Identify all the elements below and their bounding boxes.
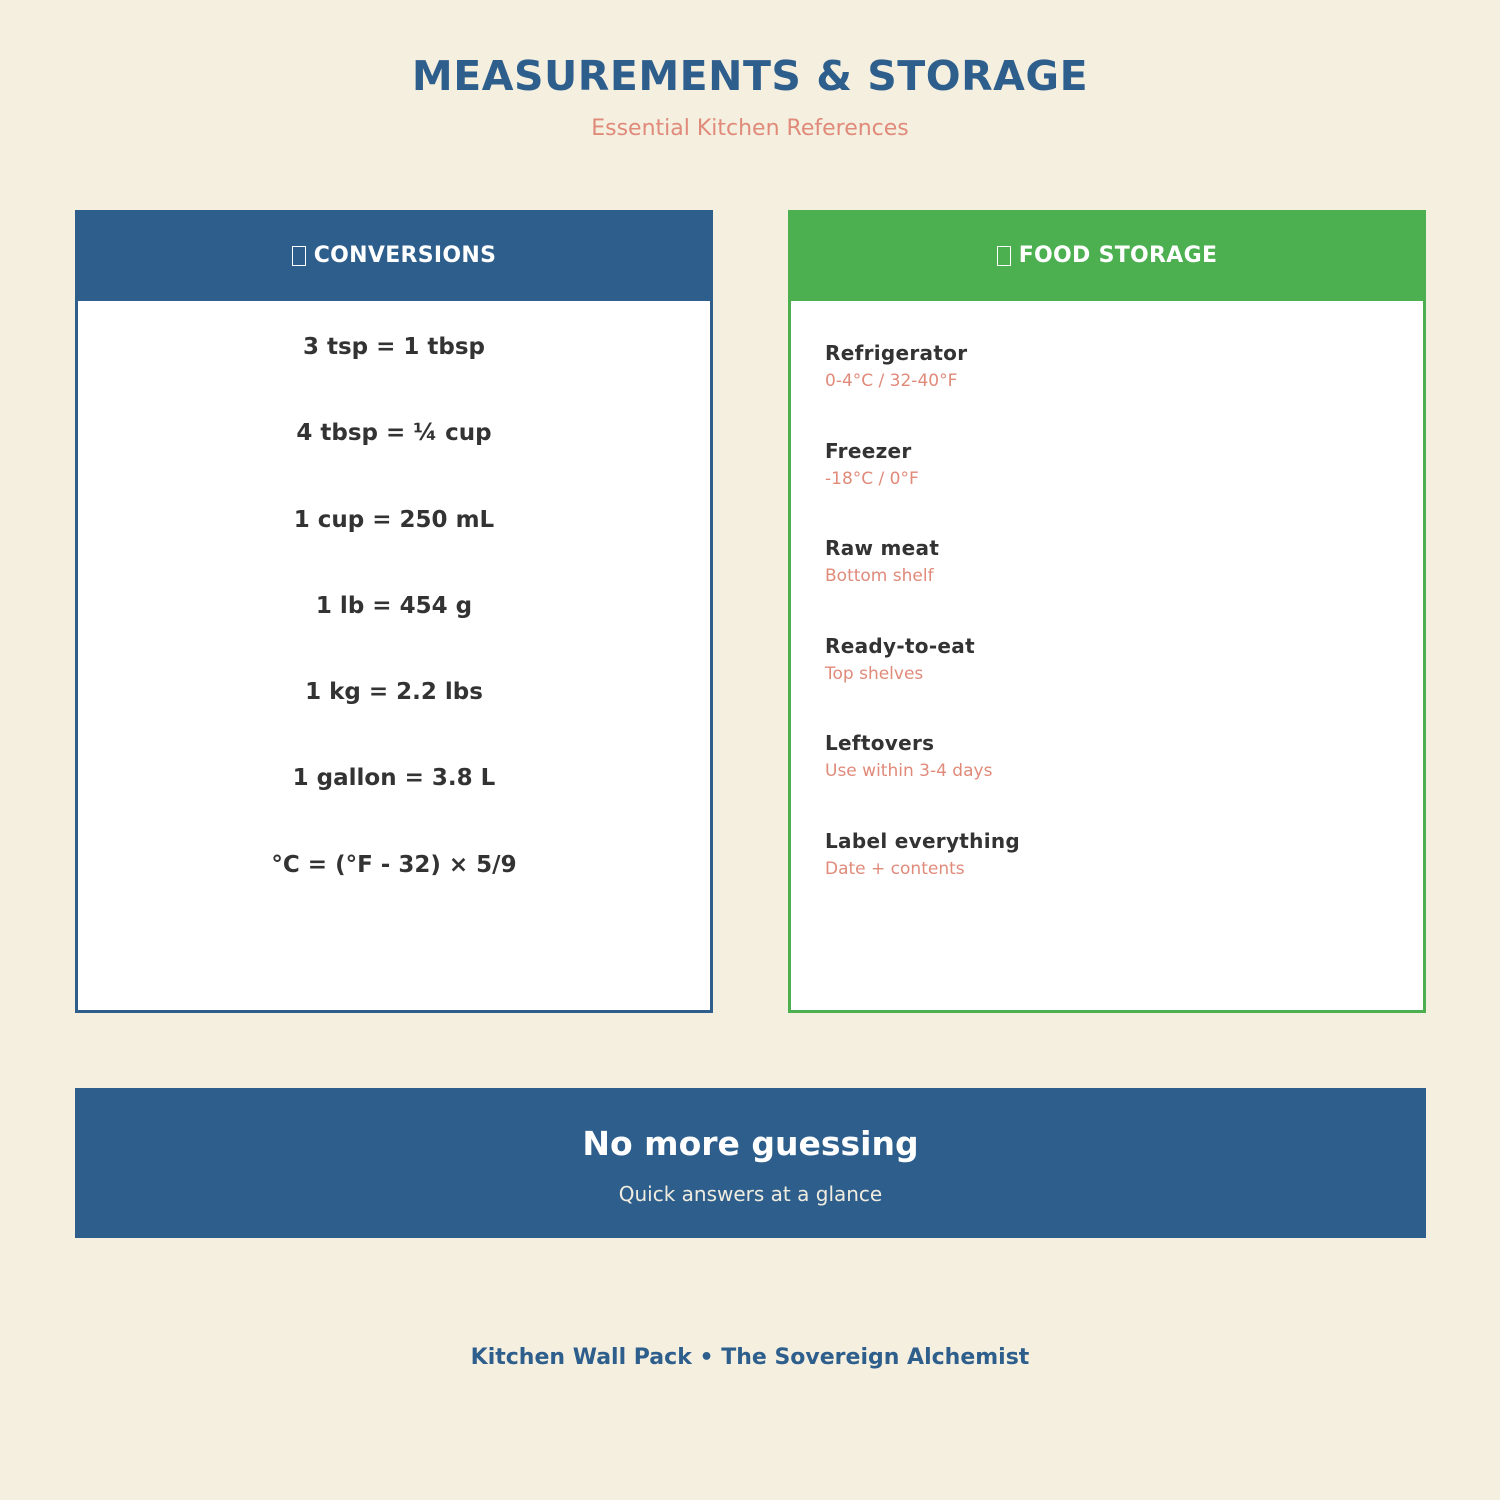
conversion-item: 3 tsp = 1 tbsp	[302, 334, 486, 360]
conversion-item: 4 tbsp = ¼ cup	[296, 420, 492, 447]
storage-item	[825, 339, 1385, 437]
food-storage-heading: FOOD STORAGE	[1018, 243, 1218, 268]
storage-item-detail: Date + contents	[825, 858, 965, 879]
banner-title: No more guessing	[582, 1124, 919, 1163]
page-subtitle: Essential Kitchen References	[591, 116, 909, 141]
storage-item	[825, 534, 1385, 632]
storage-item-label: Freezer	[825, 438, 912, 463]
storage-item-detail: Bottom shelf	[825, 566, 934, 586]
storage-item	[825, 632, 1385, 730]
banner-subtitle: Quick answers at a glance	[618, 1182, 883, 1206]
food-storage-card-header	[788, 210, 1426, 301]
page-title: MEASUREMENTS & STORAGE	[411, 52, 1089, 100]
food-storage-card	[788, 210, 1426, 1013]
storage-item-label: Leftovers	[825, 731, 935, 755]
footer-credit: Kitchen Wall Pack • The Sovereign Alchemist	[470, 1345, 1030, 1370]
conversion-item: 1 lb = 454 g	[315, 592, 473, 619]
storage-item-detail: Use within 3-4 days	[825, 761, 993, 781]
storage-item	[825, 827, 1385, 925]
conversions-card	[75, 210, 713, 1013]
banner	[75, 1088, 1426, 1238]
storage-item-label: Raw meat	[825, 536, 940, 560]
conversions-list	[78, 331, 710, 935]
conversion-item: 1 kg = 2.2 lbs	[305, 679, 483, 706]
conversion-item: 1 cup = 250 mL	[293, 506, 495, 533]
storage-item	[825, 437, 1385, 535]
storage-item-label: Ready-to-eat	[825, 633, 975, 658]
conversion-item: 1 gallon = 3.8 L	[292, 765, 496, 792]
missing-glyph-icon	[292, 246, 306, 266]
conversions-heading: CONVERSIONS	[313, 243, 497, 268]
conversion-item: °C = (°F - 32) × 5/9	[271, 851, 517, 878]
storage-item-label: Refrigerator	[825, 341, 968, 365]
storage-item-detail: Top shelves	[825, 663, 924, 684]
storage-item	[825, 729, 1385, 827]
conversions-card-header	[75, 210, 713, 301]
storage-item-detail: 0-4°C / 32-40°F	[825, 371, 958, 391]
storage-list	[825, 339, 1385, 924]
missing-glyph-icon	[997, 246, 1011, 266]
storage-item-label: Label everything	[825, 828, 1021, 853]
storage-item-detail: -18°C / 0°F	[825, 468, 919, 489]
